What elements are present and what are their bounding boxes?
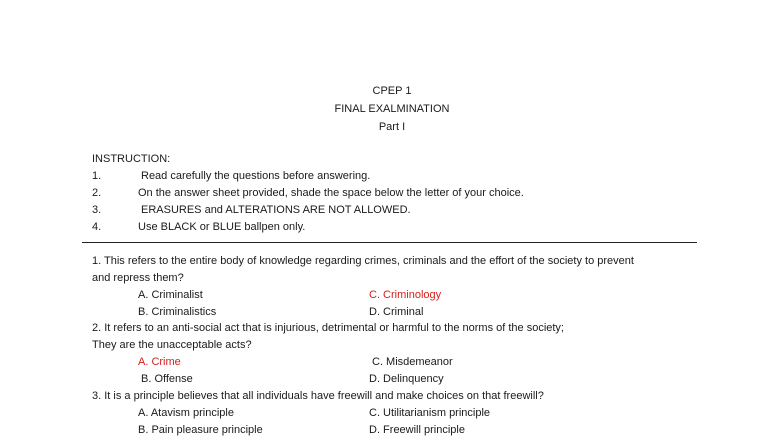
choice-d: D. Criminal xyxy=(369,306,424,318)
question-text-continued: They are the unacceptable acts? xyxy=(92,339,252,351)
choice-a-correct: A. Crime xyxy=(138,356,181,368)
part-title: Part I xyxy=(378,121,406,133)
instruction-text: Read carefully the questions before answering. xyxy=(141,170,371,182)
choice-b: B. Criminalistics xyxy=(138,306,217,318)
choice-a: A. Atavism principle xyxy=(138,407,234,419)
question-text-continued: and repress them? xyxy=(92,272,184,284)
question-text: 1. This refers to the entire body of knowledge regarding crimes, criminals and the effort of the society to prevent xyxy=(92,255,634,267)
instruction-number: 2. xyxy=(92,187,102,199)
instruction-text: On the answer sheet provided, shade the space below the letter of your choice. xyxy=(138,187,524,199)
instruction-text: ERASURES and ALTERATIONS ARE NOT ALLOWED. xyxy=(141,204,411,216)
instruction-number: 4. xyxy=(92,221,102,233)
question-text: 2. It refers to an anti-social act that is injurious, detrimental or harmful to the norms of the society; xyxy=(92,322,564,334)
section-divider xyxy=(82,242,697,243)
choice-c: C. Misdemeanor xyxy=(372,356,453,368)
question-text: 3. It is a principle believes that all individuals have freewill and make choices on that freewill? xyxy=(92,390,544,402)
choice-c: C. Utilitarianism principle xyxy=(369,407,491,419)
instruction-number: 3. xyxy=(92,204,102,216)
instruction-text: Use BLACK or BLUE ballpen only. xyxy=(138,221,306,233)
choice-b: B. Offense xyxy=(141,373,193,385)
course-title: CPEP 1 xyxy=(372,85,412,97)
instruction-number: 1. xyxy=(92,170,102,182)
instruction-label: INSTRUCTION: xyxy=(92,153,171,165)
choice-d: D. Freewill principle xyxy=(369,424,465,436)
choice-a: A. Criminalist xyxy=(138,289,203,301)
choice-c-correct: C. Criminology xyxy=(369,289,442,301)
choice-d: D. Delinquency xyxy=(369,373,444,385)
exam-title: FINAL EXALMINATION xyxy=(334,103,450,115)
choice-b: B. Pain pleasure principle xyxy=(138,424,263,436)
